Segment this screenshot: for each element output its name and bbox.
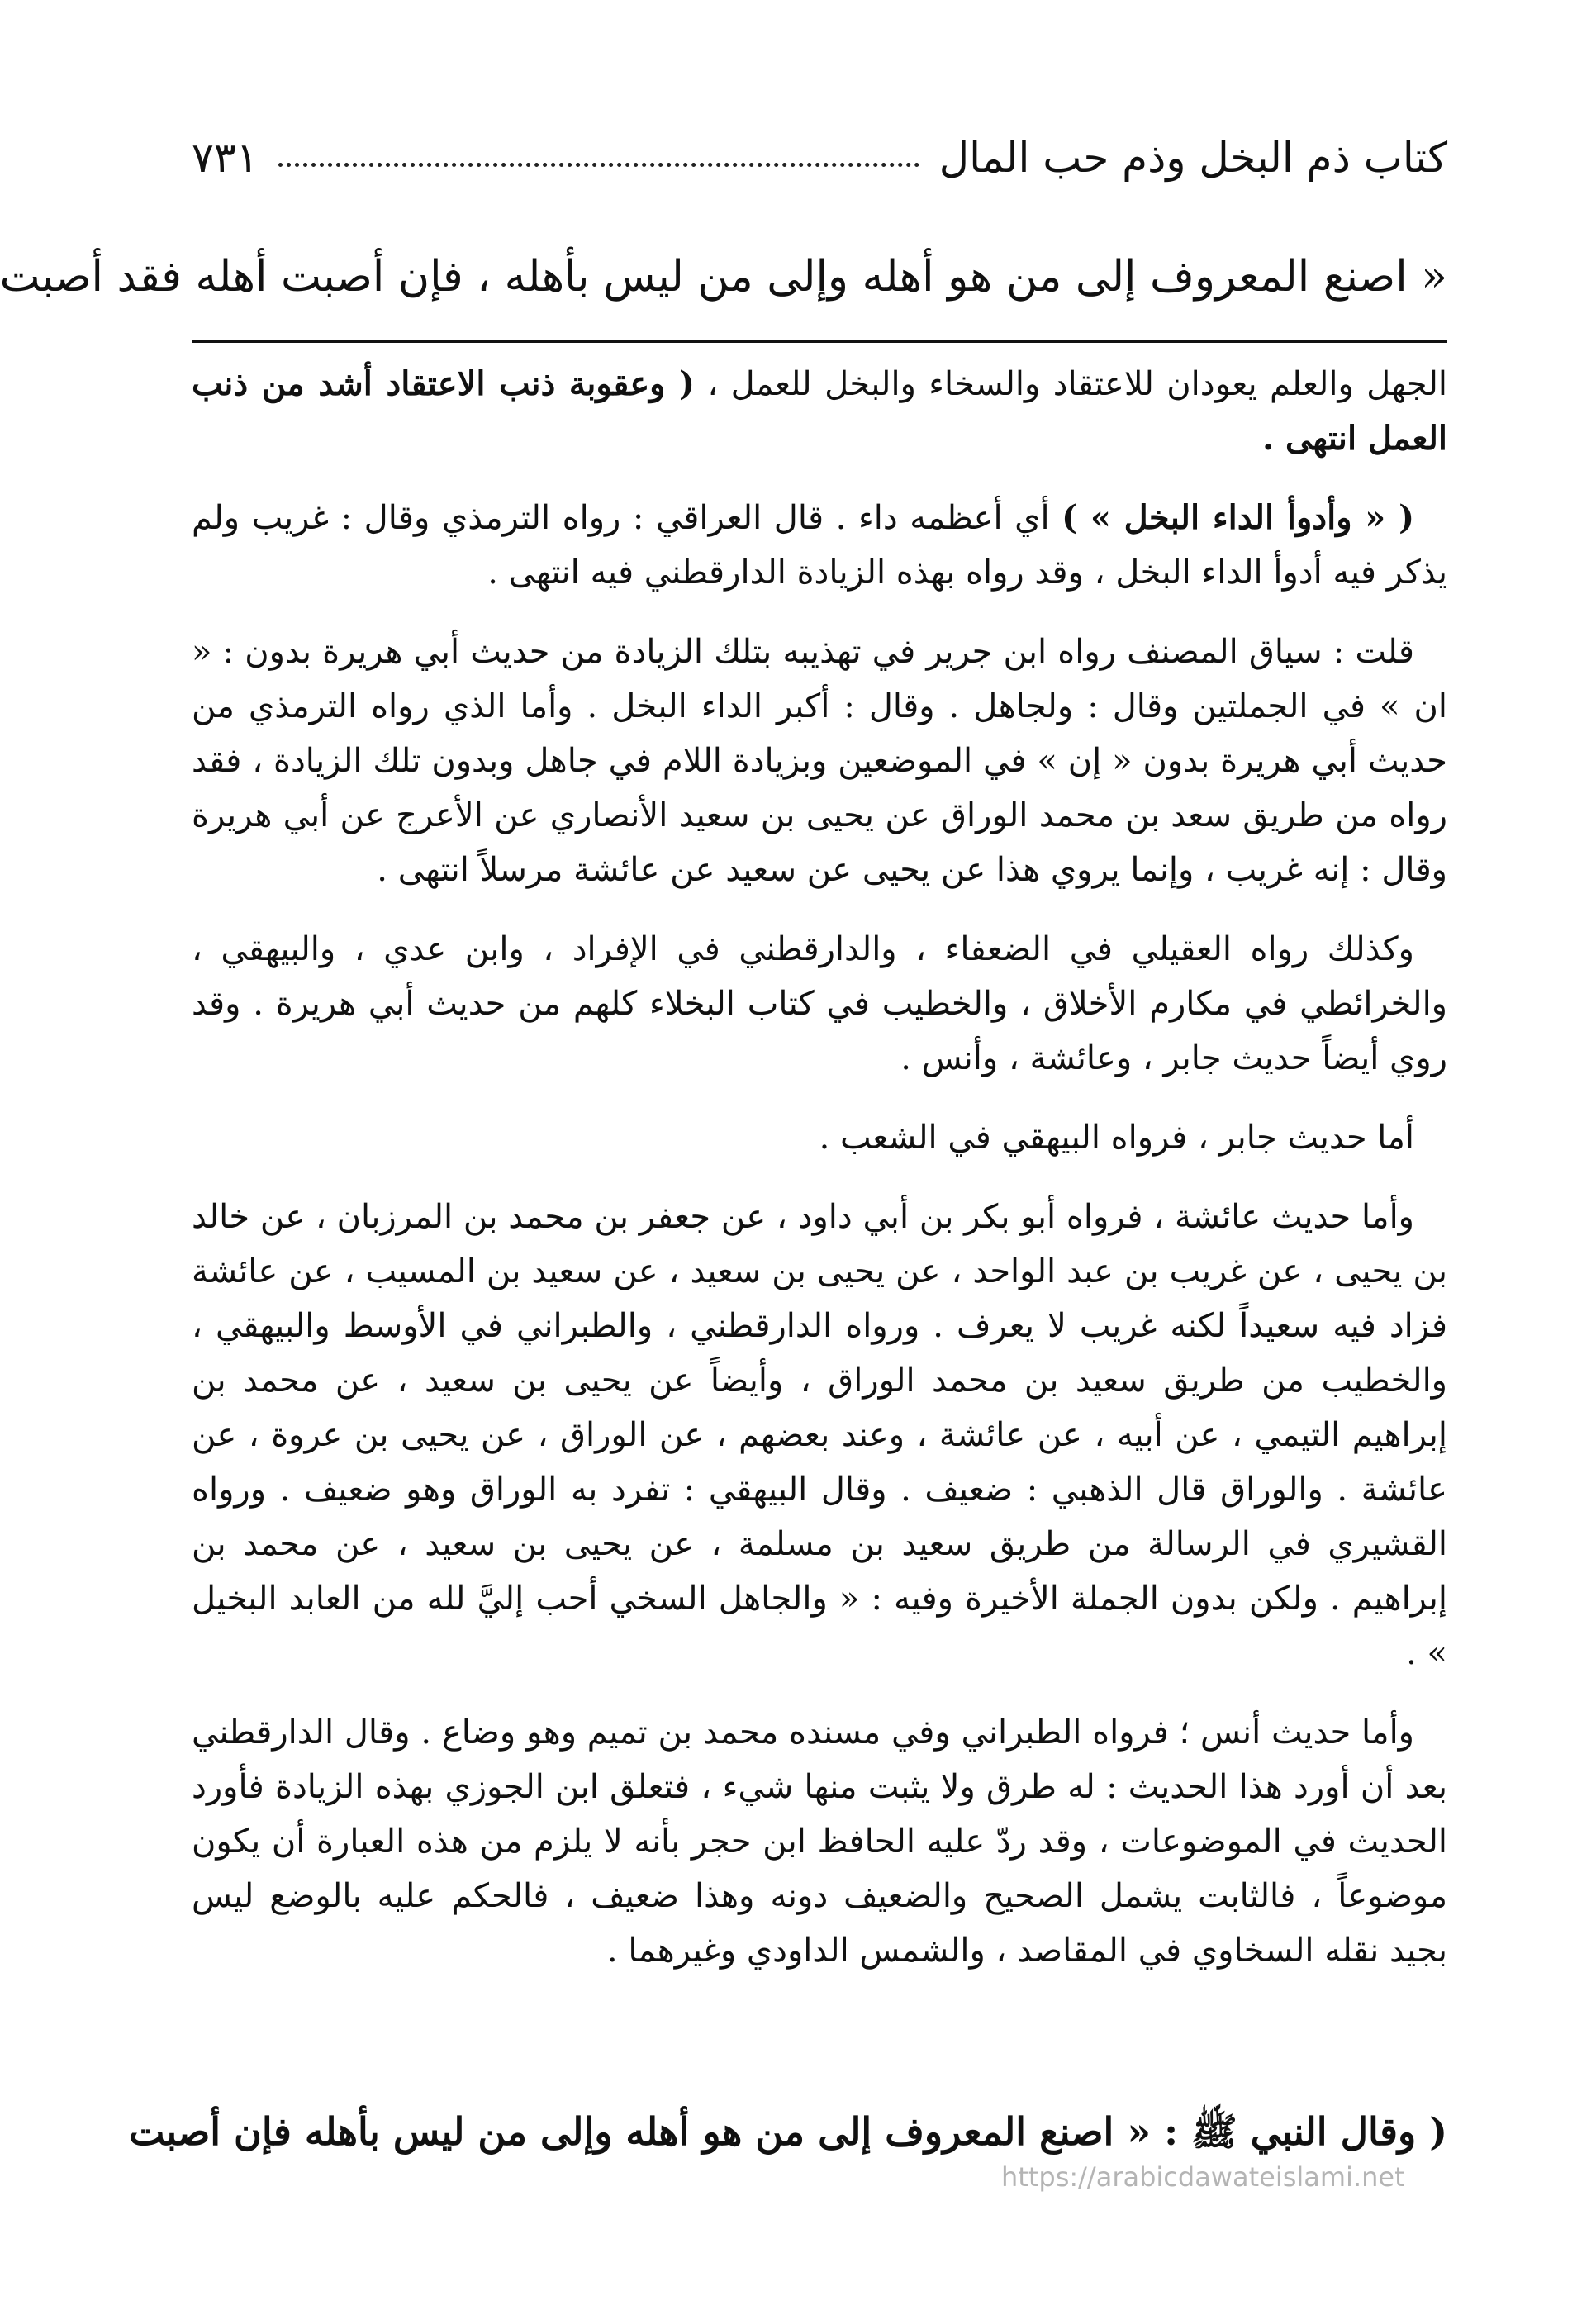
- commentary-paragraph: [192, 357, 1447, 466]
- commentary-paragraph: أما حديث جابر ، فرواه البيهقي في الشعب .: [819, 1119, 1414, 1157]
- commentary-paragraph: قلت : سياق المصنف رواه ابن جرير في تهذيبه بتلك الزيادة من حديث أبي هريرة بدون : « ان » في الجملتين وقال : ولجاهل . وقال : أكبر الداء البخل . وأما الذي رواه الترمذي من حديث أبي هريرة بدون « إن » في الموضعين وبزيادة اللام في جاهل وبدون تلك الزيادة ، فقد رواه من طريق سعد بن محمد الوراق عن يحيى بن سعيد الأنصاري عن الأعرج عن أبي هريرة وقال : إنه غريب ، وإنما يروي هذا عن يحيى عن سعيد عن عائشة مرسلاً انتهى .: [192, 633, 1447, 889]
- commentary-text: أي أعظمه داء . قال العراقي : رواه الترمذي وقال : غريب ولم يذكر فيه أدوأ الداء البخل ، وقد رواه بهذه الزيادة الدارقطني فيه انتهى .: [192, 499, 1447, 592]
- commentary-quote-bold: ( « وأدوأ الداء البخل » ): [1062, 498, 1414, 537]
- watermark-url: https://arabicdawateislami.net: [1001, 2161, 1405, 2193]
- commentary-paragraph: وكذلك رواه العقيلي في الضعفاء ، والدارقطني في الإفراد ، وابن عدي ، والبيهقي ، والخرائطي في مكارم الأخلاق ، والخطيب في كتاب البخلاء كلهم من حديث أبي هريرة . وقد روي أيضاً حديث جابر ، وعائشة ، وأنس .: [192, 930, 1447, 1077]
- next-matn-line: ( وقال النبي ﷺ : « اصنع المعروف إلى من هو أهله وإلى من ليس بأهله فإن أصبت: [129, 2109, 1447, 2154]
- commentary-body: [192, 357, 1447, 2003]
- commentary-paragraph: وأما حديث عائشة ، فرواه أبو بكر بن أبي داود ، عن جعفر بن محمد بن المرزبان ، عن خالد بن يحيى ، عن غريب بن عبد الواحد ، عن يحيى بن سعيد ، عن سعيد بن المسيب ، عن عائشة فزاد فيه سعيداً لكنه غريب لا يعرف . ورواه الدارقطني ، والطبراني في الأوسط والبيهقي ، والخطيب من طريق سعيد بن محمد الوراق ، وأيضاً عن يحيى بن سعيد ، عن محمد بن إبراهيم التيمي ، عن أبيه ، عن عائشة ، وعند بعضهم ، عن الوراق ، عن يحيى بن عروة ، عن عائشة . والوراق قال الذهبي : ضعيف . وقال البيهقي : تفرد به الوراق وهو ضعيف . ورواه القشيري في الرسالة من طريق سعيد بن مسلمة ، عن يحيى بن سعيد ، عن محمد بن إبراهيم . ولكن بدون الجملة الأخيرة وفيه : « والجاهل السخي أحب إليَّ لله من العابد البخيل » .: [192, 1198, 1448, 1672]
- running-title: كتاب ذم البخل وذم حب المال: [938, 134, 1447, 182]
- page-number: ٧٣١: [192, 134, 259, 182]
- commentary-text: الجهل والعلم يعودان للاعتقاد والسخاء والبخل للعمل ،: [694, 365, 1447, 403]
- commentary-paragraph: وأما حديث أنس ؛ فرواه الطبراني وفي مسنده محمد بن تميم وهو وضاع . وقال الدارقطني بعد أن أورد هذا الحديث : له طرق ولا يثبت منها شيء ، فتعلق ابن الجوزي بهذه الزيادة فأورد الحديث في الموضوعات ، وقد ردّ عليه الحافظ ابن حجر بأنه لا يلزم من هذه العبارة أن يكون موضوعاً ، فالثابت يشمل الصحيح والضعيف دونه وهذا ضعيف ، فالحكم عليه بالوضع ليس بجيد نقله السخاوي في المقاصد ، والشمس الداودي وغيرهما .: [192, 1713, 1447, 1970]
- commentary-paragraph: [192, 491, 1447, 600]
- matn-text: « اصنع المعروف إلى من هو أهله وإلى من ليس بأهله ، فإن أصبت أهله فقد أصبت: [0, 252, 1447, 302]
- page-header: [192, 116, 1447, 182]
- commentary-quote-bold: ( وعقوبة ذنب الاعتقاد أشد من ذنب العمل انتهى .: [192, 364, 1447, 458]
- matn-divider-line: [192, 340, 1447, 343]
- header-dotted-leader: [278, 163, 919, 167]
